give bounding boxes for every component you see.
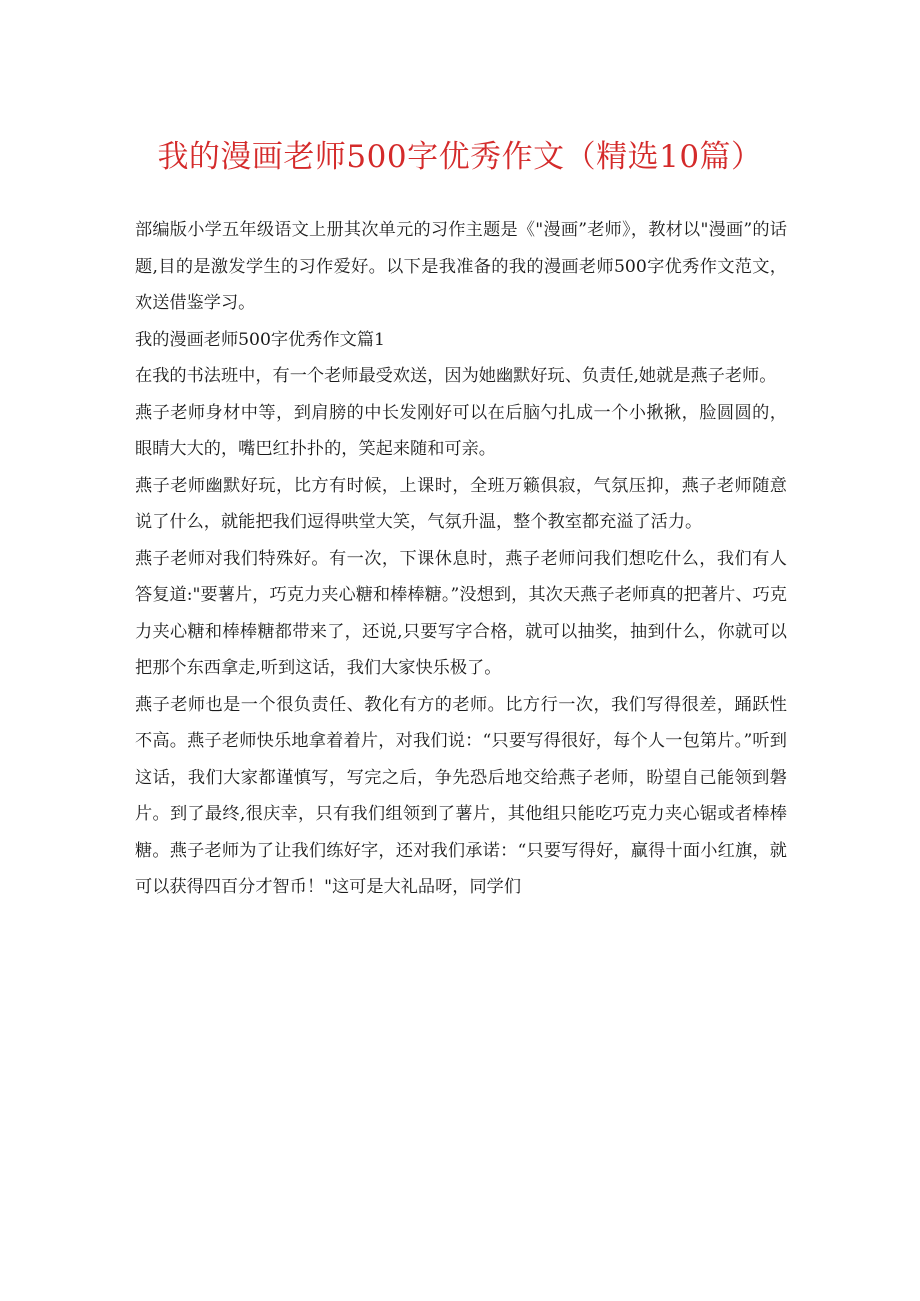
document-body (135, 212, 787, 906)
intro-paragraph: 部编版小学五年级语文上册其次单元的习作主题是《"漫画”老师》，教材以"漫画”的话题,目的是激发学生的习作爱好。以下是我准备的我的漫画老师500字优秀作文范文，欢送借鉴学习。 (135, 220, 787, 313)
section-heading: 我的漫画老师500字优秀作文篇1 (135, 329, 385, 350)
body-paragraph: 燕子老师对我们特殊好。有一次，下课休息时，燕子老师问我们想吃什么，我们有人答复道:"要薯片，巧克力夹心糖和棒棒糖。”没想到，其次天燕子老师真的把著片、巧克力夹心糖和棒棒糖都带来了，还说,只要写字合格，就可以抽奖，抽到什么，你就可以把那个东西拿走,听到这话，我们大家快乐极了。 (135, 548, 787, 678)
body-paragraph: 在我的书法班中，有一个老师最受欢送，因为她幽默好玩、负责任,她就是燕子老师。 (135, 366, 777, 386)
body-paragraph: 燕子老师身材中等，到肩膀的中长发刚好可以在后脑勺扎成一个小揪揪，脸圆圆的，眼睛大大的，嘴巴红扑扑的，笑起来随和可亲。 (135, 402, 787, 459)
body-paragraph: 燕子老师也是一个很负责任、教化有方的老师。比方行一次，我们写得很差，踊跃性不高。燕子老师快乐地拿着着片，对我们说：“只要写得很好，每个人一包第片。”听到这话，我们大家都谨慎写，写完之后，争先恐后地交给燕子老师，盼望自己能领到磐片。到了最终,很庆幸，只有我们组领到了薯片，其他组只能吃巧克力夹心锯或者棒棒糖。燕子老师为了让我们练好字，还对我们承诺：“只要写得好，赢得十面小红旗，就可以获得四百分才智币！"这可是大礼品呀，同学们 (135, 694, 787, 897)
body-paragraph: 燕子老师幽默好玩，比方有时候，上课时，全班万籁俱寂，气氛压抑，燕子老师随意说了什么，就能把我们逗得哄堂大笑，气氛升温，整个教室都充溢了活力。 (135, 475, 787, 532)
document-title: 我的漫画老师500字优秀作文（精选10篇） (157, 139, 763, 175)
